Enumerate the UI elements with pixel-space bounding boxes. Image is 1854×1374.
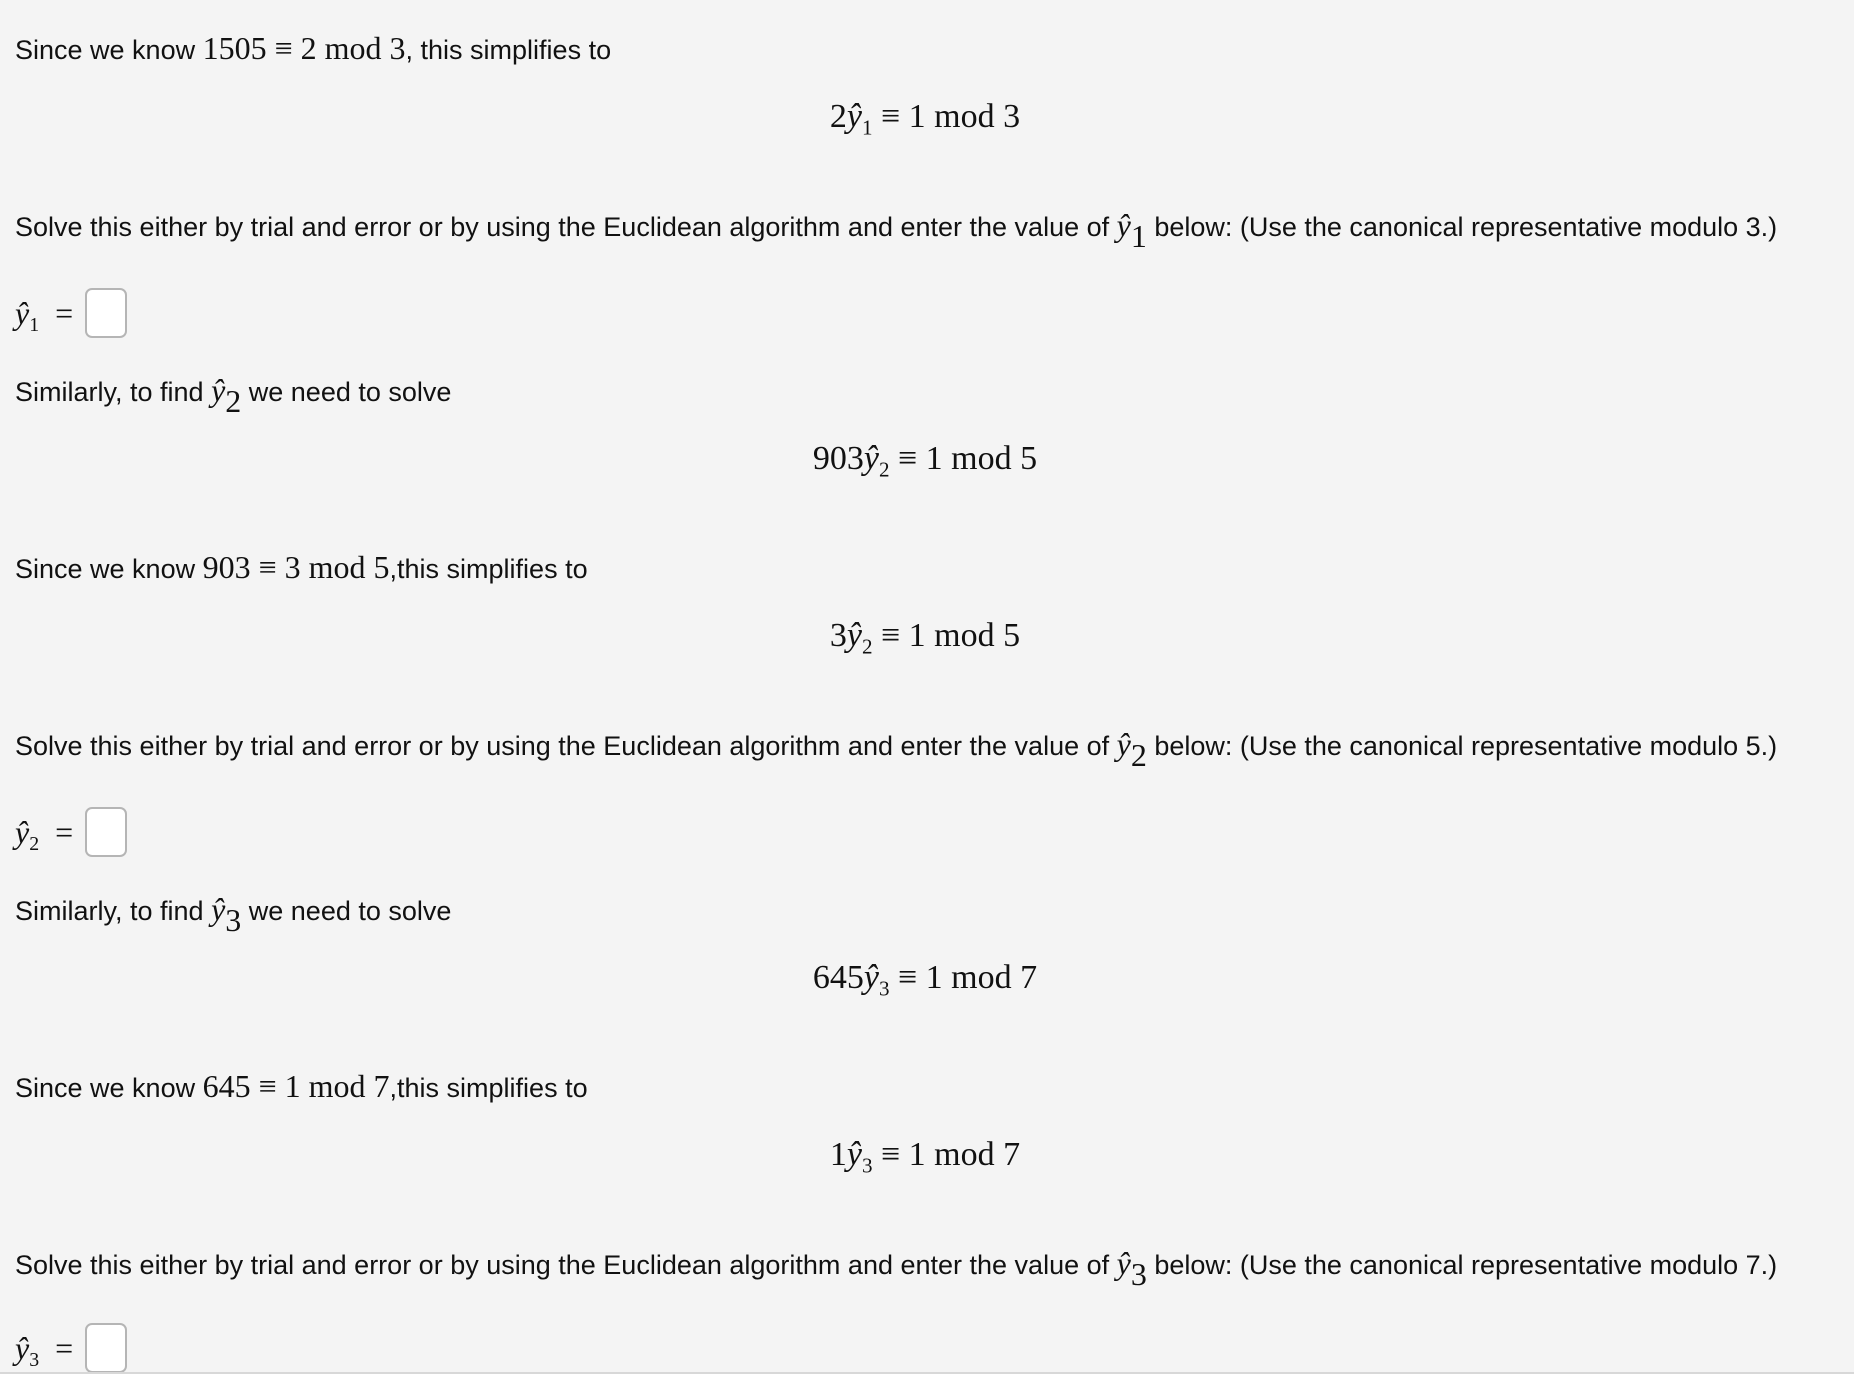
display-equation-2b [0, 614, 1850, 658]
similarly-text-3 [15, 889, 452, 939]
eq-sub: 3 [861, 1153, 873, 1178]
similar-sub: 3 [225, 902, 242, 939]
answer-sub: 3 [29, 1348, 40, 1371]
eq-coef: 903 [812, 440, 864, 477]
solve-prefix: Solve this either by trial and error or by using the Euclidean algorithm and enter the value of [15, 212, 1117, 242]
answer-var: ŷ [15, 294, 30, 331]
since-prefix: Since we know [15, 1073, 203, 1103]
answer-label [15, 294, 40, 336]
eq-var: ŷ [846, 1136, 862, 1173]
answer-input-y2[interactable] [85, 807, 127, 857]
eq-sub: 2 [878, 457, 890, 482]
answer-row-3 [15, 1322, 127, 1374]
eq-rhs: ≡ 1 mod 3 [872, 98, 1021, 135]
similar-prefix: Similarly, to find [15, 377, 212, 407]
eq-coef: 3 [829, 617, 847, 654]
similar-prefix: Similarly, to find [15, 896, 212, 926]
display-equation-3a [0, 956, 1850, 1000]
answer-var: ŷ [15, 813, 30, 850]
eq-rhs: ≡ 1 mod 5 [889, 440, 1038, 477]
eq-coef: 2 [829, 98, 847, 135]
similar-suffix: we need to solve [241, 377, 452, 407]
equals-sign: = [55, 813, 74, 850]
since-math: 903 ≡ 3 mod 5 [202, 549, 390, 585]
eq-var: ŷ [846, 98, 862, 135]
eq-rhs: ≡ 1 mod 5 [872, 617, 1021, 654]
since-suffix: , this simplifies to [405, 35, 612, 65]
solve-suffix: below: (Use the canonical representative modulo 5.) [1146, 731, 1778, 761]
solve-instruction-3 [15, 1243, 1835, 1293]
display-equation-2a [0, 437, 1850, 481]
answer-label [15, 813, 40, 855]
answer-input-y3[interactable] [85, 1323, 127, 1373]
equals-sign: = [55, 1329, 74, 1366]
solve-instruction-1 [15, 205, 1835, 255]
since-suffix: ,this simplifies to [389, 554, 588, 584]
solve-var: ŷ [1116, 1245, 1131, 1281]
similar-var: ŷ [211, 372, 226, 408]
eq-var: ŷ [863, 959, 879, 996]
since-math: 1505 ≡ 2 mod 3 [202, 30, 406, 66]
since-prefix: Since we know [15, 35, 203, 65]
eq-sub: 3 [878, 976, 890, 1001]
since-math: 645 ≡ 1 mod 7 [202, 1068, 390, 1104]
solve-sub: 1 [1130, 218, 1147, 255]
display-equation-1 [0, 95, 1850, 139]
solve-sub: 3 [1130, 1256, 1147, 1293]
solve-suffix: below: (Use the canonical representative modulo 7.) [1146, 1250, 1778, 1280]
similar-suffix: we need to solve [241, 896, 452, 926]
since-prefix: Since we know [15, 554, 203, 584]
solve-sub: 2 [1130, 737, 1147, 774]
solve-var: ŷ [1116, 207, 1131, 243]
eq-rhs: ≡ 1 mod 7 [872, 1136, 1021, 1173]
answer-label [15, 1329, 40, 1371]
since-text-2 [15, 547, 588, 589]
display-equation-3b [0, 1133, 1850, 1177]
since-text-1 [15, 28, 611, 70]
since-text-3 [15, 1066, 588, 1108]
answer-row-2 [15, 806, 127, 858]
since-suffix: ,this simplifies to [389, 1073, 588, 1103]
solve-var: ŷ [1116, 726, 1131, 762]
similarly-text-2 [15, 370, 452, 420]
solve-prefix: Solve this either by trial and error or by using the Euclidean algorithm and enter the value of [15, 1250, 1117, 1280]
eq-coef: 1 [829, 1136, 847, 1173]
answer-var: ŷ [15, 1329, 30, 1366]
eq-sub: 1 [861, 115, 873, 140]
eq-coef: 645 [812, 959, 864, 996]
answer-input-y1[interactable] [85, 288, 127, 338]
solve-prefix: Solve this either by trial and error or by using the Euclidean algorithm and enter the value of [15, 731, 1117, 761]
solve-instruction-2 [15, 724, 1835, 774]
equals-sign: = [55, 294, 74, 331]
solve-suffix: below: (Use the canonical representative modulo 3.) [1146, 212, 1778, 242]
answer-sub: 2 [29, 832, 40, 855]
similar-var: ŷ [211, 891, 226, 927]
similar-sub: 2 [225, 383, 242, 420]
eq-var: ŷ [863, 440, 879, 477]
eq-var: ŷ [846, 617, 862, 654]
answer-row-1 [15, 287, 127, 339]
eq-rhs: ≡ 1 mod 7 [889, 959, 1038, 996]
eq-sub: 2 [861, 634, 873, 659]
answer-sub: 1 [29, 313, 40, 336]
